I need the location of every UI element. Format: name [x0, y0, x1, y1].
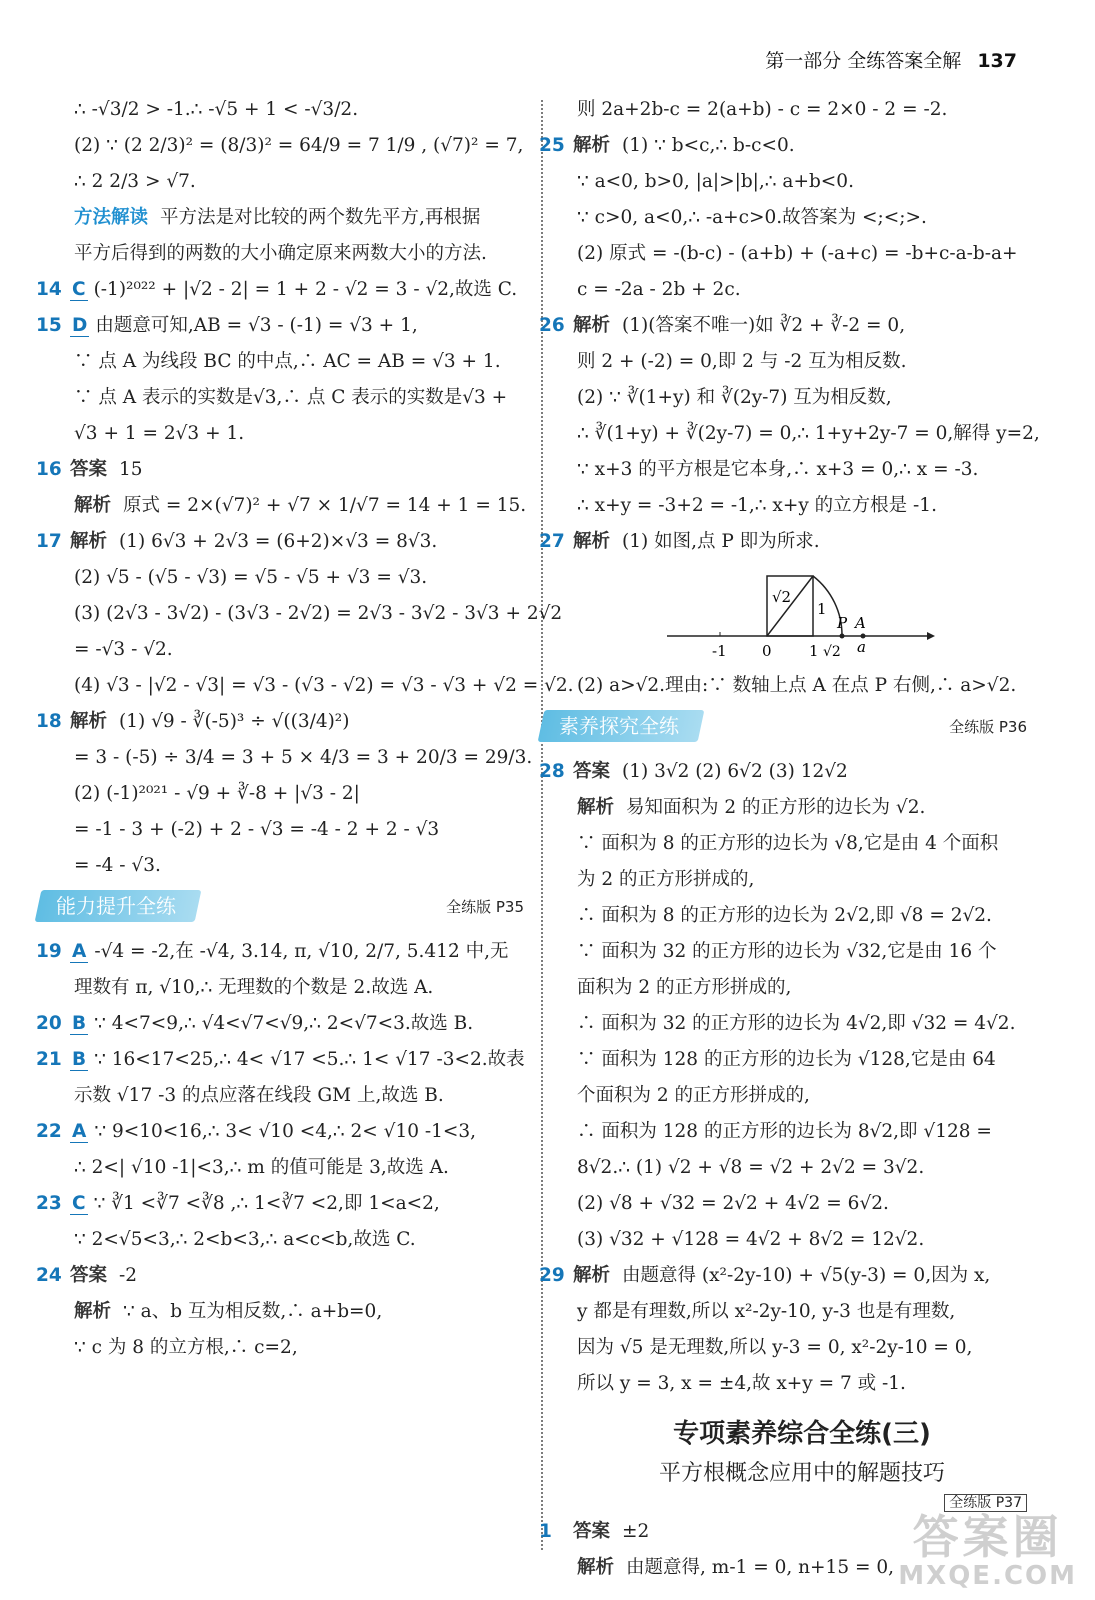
line-text: ∴ 2<| √10 -1|<3,∴ m 的值可能是 3,故选 A. — [74, 1157, 449, 1178]
line-text: 则 2a+2b-c = 2(a+b) - c = 2×0 - 2 = -2. — [577, 99, 948, 120]
line-text: y 都是有理数,所以 x²-2y-10, y-3 也是有理数, — [577, 1301, 956, 1322]
text-line — [577, 1294, 1027, 1330]
left-lines — [36, 92, 574, 884]
text-line — [74, 596, 563, 632]
banner-literacy-ref: 全练版 P36 — [949, 718, 1027, 736]
line-text: 个面积为 2 的正方形拼成的, — [577, 1085, 810, 1106]
fig-point-a: A — [855, 614, 866, 632]
answer-choice: C — [72, 279, 86, 300]
text-line — [577, 668, 1027, 704]
line-text: 理数有 π, √10,∴ 无理数的个数是 2.故选 A. — [74, 977, 434, 998]
fig-sqrt2-label: √2 — [772, 588, 792, 606]
answer-tag: 解析 — [573, 135, 611, 156]
question-number: 24 — [36, 1265, 62, 1286]
question-number: 14 — [36, 279, 62, 300]
line-text: ±2 — [622, 1521, 650, 1542]
question-number: 25 — [539, 135, 565, 156]
text-line — [36, 1186, 524, 1222]
fig-one: 1 — [809, 642, 819, 660]
line-text: 由题意得, m-1 = 0, n+15 = 0, — [626, 1557, 895, 1578]
text-line — [74, 848, 524, 884]
line-text: 易知面积为 2 的正方形的边长为 √2. — [626, 797, 926, 818]
line-text: (1) 如图,点 P 即为所求. — [622, 531, 820, 552]
answer-choice: A — [72, 941, 87, 962]
answer-choice: B — [72, 1013, 87, 1034]
line-text: 所以 y = 3, x = ±4,故 x+y = 7 或 -1. — [577, 1373, 906, 1394]
line-text: ∴ 面积为 8 的正方形的边长为 2√2,即 √8 = 2√2. — [577, 905, 992, 926]
answer-tag: 解析 — [573, 531, 611, 552]
line-text: (2) √8 + √32 = 2√2 + 4√2 = 6√2. — [577, 1193, 889, 1214]
line-text: = -4 - √3. — [74, 855, 161, 876]
answer-tag: 答案 — [70, 1265, 108, 1286]
right-lines — [539, 92, 1040, 560]
page-number: 137 — [977, 50, 1017, 72]
line-text: (3) √32 + √128 = 4√2 + 8√2 = 12√2. — [577, 1229, 925, 1250]
banner-literacy-label: 素养探究全练 — [559, 714, 679, 738]
line-text: = 3 - (-5) ÷ 3/4 = 3 + 5 × 4/3 = 3 + 20/3 = 29/3. — [74, 747, 533, 768]
line-text: 示数 √17 -3 的点应落在线段 GM 上,故选 B. — [74, 1085, 444, 1106]
line-text: 原式 = 2×(√7)² + √7 × 1/√7 = 14 + 1 = 15. — [123, 495, 527, 516]
text-line — [539, 308, 1027, 344]
line-text: (2) √5 - (√5 - √3) = √5 - √5 + √3 = √3. — [74, 567, 428, 588]
text-line — [36, 934, 524, 970]
line-text: ∴ 面积为 32 的正方形的边长为 4√2,即 √32 = 4√2. — [577, 1013, 1016, 1034]
text-line — [577, 1150, 1027, 1186]
number-line-figure — [657, 566, 937, 662]
section-ref: 全练版 P37 — [577, 1492, 1027, 1514]
right2-lines — [577, 668, 1027, 704]
right3-lines — [539, 754, 1027, 1402]
text-line — [577, 164, 1027, 200]
text-line — [539, 524, 1027, 560]
line-text: ∵ c>0, a<0,∴ -a+c>0.故答案为 <;<;>. — [577, 207, 927, 228]
text-line — [36, 704, 524, 740]
line-text: -2 — [119, 1265, 138, 1286]
line-text: (4) √3 - |√2 - √3| = √3 - (√3 - √2) = √3 - √3 + √2 = √2. — [74, 675, 574, 696]
text-line — [577, 92, 1027, 128]
line-text: 为 2 的正方形拼成的, — [577, 869, 755, 890]
text-line — [74, 740, 533, 776]
line-text: ∵ 面积为 32 的正方形的边长为 √32,它是由 16 个 — [577, 941, 997, 962]
text-line — [36, 272, 524, 308]
question-number: 23 — [36, 1193, 62, 1214]
text-line — [577, 344, 1027, 380]
question-number: 20 — [36, 1013, 62, 1034]
line-text: (2) a>√2.理由:∵ 数轴上点 A 在点 P 右侧,∴ a>√2. — [577, 675, 1017, 696]
page-header — [765, 46, 1017, 73]
line-text: 由题意得 (x²-2y-10) + √5(y-3) = 0,因为 x, — [622, 1265, 991, 1286]
text-line — [577, 934, 1027, 970]
text-line — [74, 200, 524, 236]
question-number: 22 — [36, 1121, 62, 1142]
text-line — [74, 1222, 524, 1258]
text-line — [74, 92, 524, 128]
fig-a: a — [857, 638, 866, 656]
watermark-bottom: MXQE.COM — [898, 1561, 1077, 1591]
fig-minus-one: -1 — [712, 642, 727, 660]
answer-choice: A — [72, 1121, 87, 1142]
text-line — [539, 1258, 1027, 1294]
answer-tag: 解析 — [74, 1301, 112, 1322]
question-number: 29 — [539, 1265, 565, 1286]
line-text: (2) 原式 = -(b-c) - (a+b) + (-a+c) = -b+c-a-b-a+ — [577, 243, 1018, 264]
text-line — [74, 1150, 524, 1186]
fig-zero: 0 — [762, 642, 772, 660]
answer-tag: 答案 — [70, 459, 108, 480]
section-subtitle: 平方根概念应用中的解题技巧 — [658, 1461, 945, 1486]
answer-tag: 解析 — [577, 1557, 615, 1578]
text-line — [36, 308, 524, 344]
banner-ability — [38, 888, 524, 924]
line-text: ∵ a<0, b>0, |a|>|b|,∴ a+b<0. — [577, 171, 854, 192]
line-text: (1) ∵ b<c,∴ b-c<0. — [622, 135, 795, 156]
line-text: ∴ x+y = -3+2 = -1,∴ x+y 的立方根是 -1. — [577, 495, 937, 516]
text-line — [577, 790, 1027, 826]
line-text: 由题意可知,AB = √3 - (-1) = √3 + 1, — [95, 315, 418, 336]
section-title: 专项素养综合全练(三) — [673, 1419, 931, 1449]
line-text: 8√2.∴ (1) √2 + √8 = √2 + 2√2 = 3√2. — [577, 1157, 925, 1178]
text-line — [577, 1330, 1027, 1366]
text-line — [577, 1114, 1027, 1150]
text-line — [74, 1078, 524, 1114]
banner-literacy — [541, 708, 1027, 744]
line-text: (2) ∵ (2 2/3)² = (8/3)² = 64/9 = 7 1/9 , (√7)² = 7, — [74, 135, 524, 156]
text-line — [74, 164, 524, 200]
text-line — [36, 452, 524, 488]
text-line — [36, 1042, 525, 1078]
answer-tag: 解析 — [577, 797, 615, 818]
text-line — [577, 380, 1027, 416]
line-text: (3) (2√3 - 3√2) - (3√3 - 2√2) = 2√3 - 3√2 - 3√3 + 2√2 — [74, 603, 563, 624]
line-text: ∴ 2 2/3 > √7. — [74, 171, 196, 192]
line-text: ∴ -√3/2 > -1.∴ -√5 + 1 < -√3/2. — [74, 99, 359, 120]
line-text: 平方法是对比较的两个数先平方,再根据 — [160, 207, 481, 228]
line-text: (1) √9 - ∛(-5)³ ÷ √((3/4)²) — [119, 711, 350, 732]
text-line — [74, 776, 524, 812]
line-text: (-1)²⁰²² + |√2 - 2| = 1 + 2 - √2 = 3 - √2,故选 C. — [93, 279, 518, 300]
text-line — [577, 1366, 1027, 1402]
left2-lines — [36, 934, 525, 1366]
line-text: ∵ 4<7<9,∴ √4<√7<√9,∴ 2<√7<3.故选 B. — [94, 1013, 474, 1034]
left-column — [36, 92, 574, 1366]
line-text: = -√3 - √2. — [74, 639, 173, 660]
text-line — [74, 344, 524, 380]
line-text: ∵ x+3 的平方根是它本身,∴ x+3 = 0,∴ x = -3. — [577, 459, 979, 480]
text-line — [74, 1294, 524, 1330]
fig-sqrt2-axis: √2 — [823, 644, 841, 660]
line-text: ∵ 点 A 为线段 BC 的中点,∴ AC = AB = √3 + 1. — [74, 351, 501, 372]
answer-tag: 解析 — [573, 1265, 611, 1286]
text-line — [577, 452, 1027, 488]
line-text: (1) 6√3 + 2√3 = (6+2)×√3 = 8√3. — [119, 531, 438, 552]
text-line — [577, 1222, 1027, 1258]
text-line — [577, 1078, 1027, 1114]
answer-tag: 答案 — [573, 761, 611, 782]
answer-tag: 解析 — [70, 711, 108, 732]
text-line — [74, 128, 524, 164]
answer-tag: 答案 — [573, 1521, 611, 1542]
header-section: 第一部分 全练答案全解 — [765, 50, 962, 72]
question-number: 28 — [539, 761, 565, 782]
line-text: c = -2a - 2b + 2c. — [577, 279, 741, 300]
line-text: ∴ ∛(1+y) + ∛(2y-7) = 0,∴ 1+y+2y-7 = 0,解得 y=2, — [577, 423, 1040, 444]
line-text: 面积为 2 的正方形拼成的, — [577, 977, 792, 998]
text-line — [74, 236, 524, 272]
text-line — [577, 488, 1027, 524]
right-column — [539, 92, 1040, 1586]
line-text: ∵ 16<17<25,∴ 4< √17 <5.∴ 1< √17 -3<2.故表 — [94, 1049, 525, 1070]
method-tag: 方法解读 — [74, 207, 149, 228]
text-line — [74, 668, 574, 704]
line-text: ∵ c 为 8 的立方根,∴ c=2, — [74, 1337, 298, 1358]
question-number: 17 — [36, 531, 62, 552]
text-line — [74, 812, 524, 848]
text-line — [577, 898, 1027, 934]
question-number: 18 — [36, 711, 62, 732]
line-text: ∵ ∛1 <∛7 <∛8 ,∴ 1<∛7 <2,即 1<a<2, — [93, 1193, 440, 1214]
fig-point-p: P — [837, 614, 848, 632]
text-line — [36, 1258, 524, 1294]
text-line — [74, 488, 527, 524]
text-line — [74, 1330, 524, 1366]
answer-choice: D — [72, 315, 88, 336]
text-line — [577, 826, 1027, 862]
line-text: 平方后得到的两数的大小确定原来两数大小的方法. — [74, 243, 487, 264]
line-text: ∵ a、b 互为相反数,∴ a+b=0, — [123, 1301, 383, 1322]
question-number: 15 — [36, 315, 62, 336]
text-line — [74, 416, 524, 452]
fig-one-label: 1 — [817, 600, 827, 618]
question-number: 1 — [539, 1521, 552, 1542]
question-number: 19 — [36, 941, 62, 962]
banner-ability-ref: 全练版 P35 — [446, 898, 524, 916]
line-text: 因为 √5 是无理数,所以 y-3 = 0, x²-2y-10 = 0, — [577, 1337, 973, 1358]
line-text: ∵ 2<√5<3,∴ 2<b<3,∴ a<c<b,故选 C. — [74, 1229, 416, 1250]
text-line — [577, 862, 1027, 898]
line-text: ∵ 9<10<16,∴ 3< √10 <4,∴ 2< √10 -1<3, — [94, 1121, 477, 1142]
text-line — [577, 272, 1027, 308]
answer-tag: 解析 — [74, 495, 112, 516]
line-text: 15 — [119, 459, 143, 480]
text-line — [36, 524, 524, 560]
question-number: 16 — [36, 459, 62, 480]
text-line — [577, 1006, 1027, 1042]
text-line — [74, 560, 524, 596]
banner-ability-label: 能力提升全练 — [56, 894, 176, 918]
line-text: (1) 3√2 (2) 6√2 (3) 12√2 — [622, 761, 848, 782]
question-number: 26 — [539, 315, 565, 336]
line-text: ∵ 点 A 表示的实数是√3,∴ 点 C 表示的实数是√3 + — [74, 387, 508, 408]
text-line — [539, 754, 1027, 790]
watermark — [898, 1512, 1077, 1590]
line-text: (2) ∵ ∛(1+y) 和 ∛(2y-7) 互为相反数, — [577, 387, 892, 408]
answer-tag: 解析 — [70, 531, 108, 552]
text-line — [577, 236, 1027, 272]
text-line — [577, 1186, 1027, 1222]
line-text: 则 2 + (-2) = 0,即 2 与 -2 互为相反数. — [577, 351, 907, 372]
text-line — [539, 128, 1027, 164]
answer-tag: 解析 — [573, 315, 611, 336]
question-number: 27 — [539, 531, 565, 552]
text-line — [36, 1006, 524, 1042]
text-line — [577, 416, 1040, 452]
line-text: = -1 - 3 + (-2) + 2 - √3 = -4 - 2 + 2 - √3 — [74, 819, 440, 840]
question-number: 21 — [36, 1049, 62, 1070]
line-text: ∴ 面积为 128 的正方形的边长为 8√2,即 √128 = — [577, 1121, 992, 1142]
text-line — [74, 380, 524, 416]
text-line — [577, 1042, 1027, 1078]
line-text: (2) (-1)²⁰²¹ - √9 + ∛-8 + |√3 - 2| — [74, 783, 360, 804]
text-line — [36, 1114, 524, 1150]
line-text: ∵ 面积为 8 的正方形的边长为 √8,它是由 4 个面积 — [577, 833, 999, 854]
text-line — [74, 632, 524, 668]
line-text: ∵ 面积为 128 的正方形的边长为 √128,它是由 64 — [577, 1049, 996, 1070]
text-line — [577, 200, 1027, 236]
answer-choice: C — [72, 1193, 86, 1214]
answer-choice: B — [72, 1049, 87, 1070]
text-line — [577, 970, 1027, 1006]
line-text: √3 + 1 = 2√3 + 1. — [74, 423, 245, 444]
watermark-top: 答案圈 — [912, 1510, 1063, 1564]
line-text: -√4 = -2,在 -√4, 3.14, π, √10, 2/7, 5.4̇12̇ 中,无 — [94, 941, 509, 962]
line-text: (1)(答案不唯一)如 ∛2 + ∛-2 = 0, — [622, 315, 906, 336]
text-line — [74, 970, 524, 1006]
